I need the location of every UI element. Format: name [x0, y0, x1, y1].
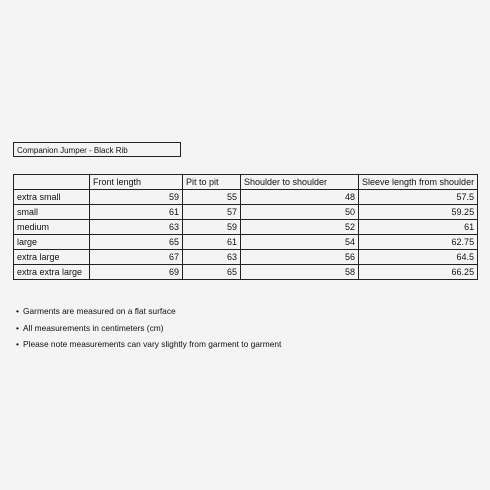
shoulder-value: 54 [241, 235, 359, 250]
pit-to-pit-value: 57 [183, 205, 241, 220]
header-pit-to-pit: Pit to pit [183, 175, 241, 190]
size-label: medium [14, 220, 90, 235]
sleeve-value: 64.5 [359, 250, 478, 265]
sleeve-value: 57.5 [359, 190, 478, 205]
table-header-row [14, 175, 478, 190]
bullet-icon: • [16, 339, 19, 349]
size-label: small [14, 205, 90, 220]
front-length-value: 61 [90, 205, 183, 220]
table-row [14, 250, 478, 265]
pit-to-pit-value: 63 [183, 250, 241, 265]
list-item [16, 305, 281, 322]
sleeve-value: 62.75 [359, 235, 478, 250]
list-item [16, 338, 281, 355]
table-row [14, 220, 478, 235]
header-size [14, 175, 90, 190]
table-row [14, 265, 478, 280]
size-label: large [14, 235, 90, 250]
bullet-icon: • [16, 306, 19, 316]
sleeve-value: 66.25 [359, 265, 478, 280]
note-text: Please note measurements can vary slightly from garment to garment [23, 339, 282, 349]
list-item [16, 322, 281, 339]
front-length-value: 65 [90, 235, 183, 250]
size-label: extra extra large [14, 265, 90, 280]
size-label: extra large [14, 250, 90, 265]
header-front-length: Front length [90, 175, 183, 190]
shoulder-value: 50 [241, 205, 359, 220]
pit-to-pit-value: 55 [183, 190, 241, 205]
measurement-notes [16, 305, 281, 355]
shoulder-value: 58 [241, 265, 359, 280]
pit-to-pit-value: 65 [183, 265, 241, 280]
header-sleeve-length: Sleeve length from shoulder [359, 175, 478, 190]
header-shoulder-to-shoulder: Shoulder to shoulder [241, 175, 359, 190]
size-chart-table [13, 174, 478, 280]
product-title: Companion Jumper - Black Rib [13, 142, 181, 157]
table-row [14, 190, 478, 205]
front-length-value: 59 [90, 190, 183, 205]
pit-to-pit-value: 59 [183, 220, 241, 235]
pit-to-pit-value: 61 [183, 235, 241, 250]
shoulder-value: 56 [241, 250, 359, 265]
front-length-value: 67 [90, 250, 183, 265]
sleeve-value: 61 [359, 220, 478, 235]
table-row [14, 205, 478, 220]
sleeve-value: 59.25 [359, 205, 478, 220]
bullet-icon: • [16, 322, 19, 333]
front-length-value: 69 [90, 265, 183, 280]
note-text: Garments are measured on a flat surface [23, 306, 176, 316]
front-length-value: 63 [90, 220, 183, 235]
shoulder-value: 52 [241, 220, 359, 235]
shoulder-value: 48 [241, 190, 359, 205]
note-text: All measurements in centimeters (cm) [23, 322, 164, 333]
size-label: extra small [14, 190, 90, 205]
table-row [14, 235, 478, 250]
